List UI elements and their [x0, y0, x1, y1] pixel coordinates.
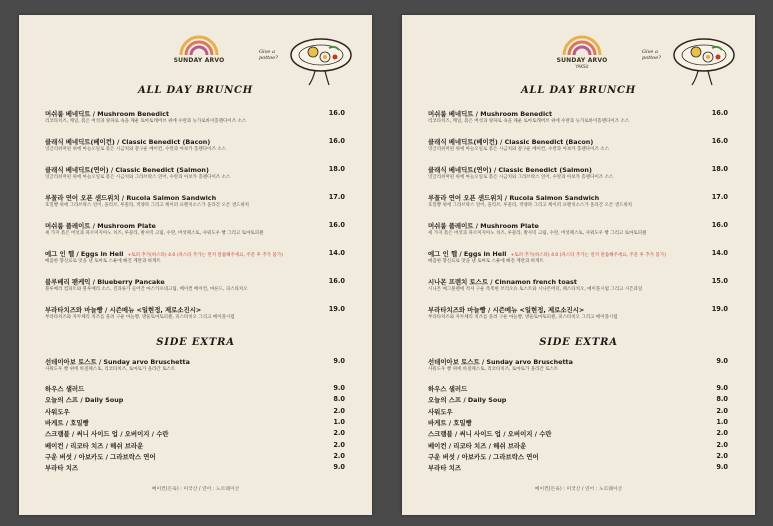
menu-item-description: 세 가지 볶은 버섯과 파르미지아노 치즈, 루꼴라, 발사믹 크림, 수란, 버섯페스토, 사워도우 빵 그리고 토마토피클 — [428, 231, 647, 236]
extra-item-name: 베이컨 / 리코타 치즈 / 헤쉬 브라운 — [45, 441, 144, 450]
extra-item-price: 1.0 — [716, 417, 728, 426]
extra-item — [428, 407, 728, 416]
menu-item-name-text: 머쉬룸 베네딕트 / Mushroom Benedict — [45, 110, 169, 118]
menu-item-description: 리코타치즈, 케일, 볶은 버섯과 양파로 속을 채운 토마토캐버브 위에 수란과 뉴가로바이홀랜다이즈 소스 — [45, 119, 247, 124]
menu-item-price: 14.0 — [328, 249, 345, 257]
brand-logo — [552, 31, 612, 77]
extra-item-name: 사워도우 — [45, 407, 70, 416]
extra-item-price: 1.0 — [333, 417, 345, 426]
extra-item-name: 사워도우 — [428, 407, 453, 416]
menu-page-left — [19, 15, 372, 515]
menu-item-name-text: 클래식 베네딕트(연어) / Classic Benedict (Salmon) — [428, 166, 592, 174]
brand-subtitle: YAKSU — [575, 64, 589, 69]
menu-item — [428, 193, 728, 211]
extra-item-price: 2.0 — [333, 440, 345, 449]
menu-item — [428, 137, 728, 155]
extra-item-name: 오늘의 스프 / Daily Soup — [45, 396, 124, 405]
menu-item-name-text: 블루베리 팬케익 / Blueberry Pancake — [45, 278, 165, 286]
brand-logo — [169, 31, 229, 77]
section-title-extra: SIDE EXTRA — [156, 337, 235, 348]
menu-item-name-text: 루꼴라 연어 오픈 샌드위치 / Rucola Salmon Sandwich — [45, 194, 217, 202]
brand-name: SUNDAY ARVO — [173, 57, 225, 64]
extra-item — [45, 407, 345, 416]
menu-item-price: 16.0 — [328, 277, 345, 285]
menu-item — [428, 277, 728, 295]
menu-item-name — [45, 193, 216, 202]
menu-item-description: 호밀빵 위에 그라브락스 연어, 올리브, 루꼴라, 적양파 그리고 케이퍼 프렌치소스가 올라간 오픈 샌드위치 — [428, 203, 633, 208]
menu-item-price: 15.0 — [711, 277, 728, 285]
plate-illustration-icon — [668, 35, 738, 87]
menu-item-name-text: 클래식 베네딕트(연어) / Classic Benedict (Salmon) — [45, 166, 209, 174]
extra-item-price: 2.0 — [716, 429, 728, 438]
extra-item-price: 9.0 — [716, 357, 728, 365]
menu-item-price: 18.0 — [328, 165, 345, 173]
menu-item-price: 16.0 — [711, 221, 728, 229]
extra-item — [45, 395, 345, 404]
origin-footer: 베이컨(돈육) : 미국산 / 연어 : 노르웨이산 — [534, 487, 623, 492]
extra-item — [428, 463, 728, 472]
extra-item-price: 2.0 — [333, 429, 345, 438]
extra-item — [45, 463, 345, 472]
extra-item-name: 부라타 치즈 — [45, 464, 79, 473]
menu-item-price: 17.0 — [328, 193, 345, 201]
menu-item-price: 16.0 — [711, 109, 728, 117]
menu-item-description: 리코타치즈, 케일, 볶은 버섯과 양파로 속을 채운 토마토캐버브 위에 수란과 뉴가로바이홀랜다이즈 소스 — [428, 119, 630, 124]
menu-item — [428, 109, 728, 127]
extra-item-name: 스크램블 / 써니 사이드 업 / 오버이지 / 수란 — [45, 430, 169, 439]
extra-item — [428, 429, 728, 438]
extra-item-price: 8.0 — [716, 395, 728, 404]
menu-item-name-text: 머쉬룸 베네딕트 / Mushroom Benedict — [428, 110, 552, 118]
menu-item-description: 잉글리쉬머핀 위에 마늘오일로 볶은 시금치와 그라브락스 연어, 수란과 아보카 홀랜다이즈 소스 — [45, 175, 231, 180]
extra-item — [45, 429, 345, 438]
menu-item-description: 호밀빵 위에 그라브락스 연어, 올리브, 루꼴라, 적양파 그리고 케이퍼 프렌치소스가 올라간 오픈 샌드위치 — [45, 203, 250, 208]
menu-item-name-text: 클래식 베네딕트(베이컨) / Classic Benedict (Bacon) — [428, 138, 594, 146]
menu-item — [428, 249, 728, 267]
handwritten-signature: Give a pottoe? — [642, 49, 661, 61]
menu-item-description: 블루베리 컴피트와 블루베리 소스, 견과류가 들어간 마스카포네크림, 베이컨 베이컨, 마른드, 피스타치오 — [45, 287, 248, 292]
extra-item — [428, 418, 728, 427]
menu-item-name-text: 클래식 베네딕트(베이컨) / Classic Benedict (Bacon) — [45, 138, 211, 146]
menu-item-name — [45, 137, 210, 146]
menu-item-name — [45, 109, 169, 118]
extra-item-description: 사워도우 빵 위에 바질페스토, 리코타치즈, 토마토가 올라간 토스트 — [428, 367, 559, 372]
menu-item-name — [428, 137, 593, 146]
menu-item — [45, 193, 345, 211]
menu-item-name — [45, 249, 283, 258]
menu-item-name — [428, 249, 666, 258]
menu-item-name-text: 부라타치즈와 마늘빵 / 시즌메뉴 <일현정, 제로소진시> — [45, 306, 202, 314]
menu-item-description: 잉글리쉬머핀 위에 마늘오일로 볶은 시금치와 갈구운 베이컨, 수란과 아보카 홀랜다이즈 소스 — [428, 147, 609, 152]
extra-item-price: 9.0 — [333, 357, 345, 365]
extra-item-price: 2.0 — [716, 451, 728, 460]
menu-item-description: 매콤한 향신료로 맛을 낸 토마토 스튜에 빠진 계란과 바게트 — [428, 259, 544, 264]
section-title-extra: SIDE EXTRA — [539, 337, 618, 348]
extra-item-price: 9.0 — [333, 384, 345, 392]
menu-item — [45, 109, 345, 127]
menu-item-price: 16.0 — [328, 109, 345, 117]
menu-item-name-text: 에그 인 헬 / Eggs in Hell — [428, 250, 507, 258]
extra-item-name: 바게트 / 호밀빵 — [45, 418, 89, 427]
menu-page-right — [402, 15, 755, 515]
extra-item-price: 2.0 — [716, 406, 728, 415]
menu-item-name — [45, 165, 209, 174]
extra-item-price: 9.0 — [716, 384, 728, 392]
brand-name: SUNDAY ARVO — [556, 57, 608, 64]
menu-item — [45, 221, 345, 239]
menu-item-description: 시나몬 메그블렌에 적셔 구운 촉촉한 브리오슈 토스트와 시나몬버터, 페스타치오, 메이플시럽 그리고 시즌과일 — [428, 287, 643, 292]
origin-footer: 베이컨(돈육) : 미국산 / 연어 : 노르웨이산 — [151, 487, 240, 492]
extra-item — [45, 357, 345, 375]
menu-item — [45, 137, 345, 155]
extra-item-name: 구운 버섯 / 아보카도 / 그라브락스 연어 — [428, 452, 539, 461]
menu-item-price: 18.0 — [711, 165, 728, 173]
extra-item — [428, 357, 728, 375]
extra-item-name: 부라타 치즈 — [428, 464, 462, 473]
extra-item — [45, 441, 345, 450]
menu-item — [428, 165, 728, 183]
menu-item-description: 잉글리쉬머핀 위에 마늘오일로 볶은 시금치와 갈구운 베이컨, 수란과 아보카 홀랜다이즈 소스 — [45, 147, 226, 152]
extra-item-name: 베이컨 / 리코타 치즈 / 헤쉬 브라운 — [428, 441, 527, 450]
menu-item-price: 19.0 — [711, 305, 728, 313]
extra-item-name: 스크램블 / 써니 사이드 업 / 오버이지 / 수란 — [428, 430, 552, 439]
extra-item-name: 구운 버섯 / 아보카도 / 그라브락스 연어 — [45, 452, 156, 461]
section-title-brunch: ALL DAY BRUNCH — [137, 85, 254, 96]
menu-item-description: 부라타치즈와 자두체리 치즈를 올려 구운 마늘빵, 방울토마토피클, 피스타치오 그리고 메이플시럽 — [428, 315, 618, 320]
extra-item-price: 8.0 — [333, 395, 345, 404]
menu-item-description: 세 가지 볶은 버섯과 파르미지아노 치즈, 루꼴라, 발사믹 크림, 수란, 버섯페스토, 사워도우 빵 그리고 토마토피클 — [45, 231, 264, 236]
menu-item — [428, 305, 728, 323]
extra-item-name: 선데이아보 토스트 / Sunday arvo Bruschetta — [45, 358, 190, 366]
extra-item-name: 바게트 / 호밀빵 — [428, 418, 472, 427]
menu-item-description: 잉글리쉬머핀 위에 마늘오일로 볶은 시금치와 그라브락스 연어, 수란과 아보카 홀랜다이즈 소스 — [428, 175, 614, 180]
menu-item-price: 14.0 — [711, 249, 728, 257]
menu-item-name — [45, 221, 156, 230]
menu-item-price: 16.0 — [711, 137, 728, 145]
menu-item-note: +토퍼 추가(하스타) 4.0 (파스타 추가는 먼저 말씀해주세요, 주문 후 추가 불가) — [127, 253, 283, 258]
extra-item — [428, 441, 728, 450]
menu-item-name — [428, 221, 539, 230]
extra-item-price: 2.0 — [333, 406, 345, 415]
menu-item-price: 19.0 — [328, 305, 345, 313]
section-title-brunch: ALL DAY BRUNCH — [520, 85, 637, 96]
handwritten-signature: Give a pottoe? — [259, 49, 278, 61]
menu-item — [45, 277, 345, 295]
menu-item-name-text: 부라타치즈와 마늘빵 / 시즌메뉴 <일현정, 제로소진시> — [428, 306, 585, 314]
menu-item-name — [428, 305, 584, 314]
menu-item — [45, 305, 345, 323]
extra-item — [428, 384, 728, 393]
menu-item — [45, 249, 345, 267]
menu-item-name — [428, 193, 599, 202]
extra-item-name: 하우스 샐러드 — [428, 385, 468, 393]
menu-item-price: 16.0 — [328, 137, 345, 145]
menu-item-price: 16.0 — [328, 221, 345, 229]
menu-item-description: 부라타치즈와 자두체리 치즈를 올려 구운 마늘빵, 방울토마토피클, 피스타치오 그리고 메이플시럽 — [45, 315, 235, 320]
extra-item-description: 사워도우 빵 위에 바질페스토, 리코타치즈, 토마토가 올라간 토스트 — [45, 367, 176, 372]
extra-item-price: 9.0 — [333, 463, 345, 472]
extra-item — [45, 384, 345, 393]
menu-item-name-text: 에그 인 헬 / Eggs in Hell — [45, 250, 124, 258]
plate-illustration-icon — [285, 35, 355, 87]
menu-item-name-text: 머쉬룸 플레이트 / Mushroom Plate — [45, 222, 156, 230]
extra-item-price: 9.0 — [716, 463, 728, 472]
extra-item — [45, 452, 345, 461]
menu-item-note: +토퍼 추가(하스타) 4.0 (파스타 추가는 먼저 말씀해주세요, 주문 후 추가 불가) — [510, 253, 666, 258]
menu-item-name-text: 루꼴라 연어 오픈 샌드위치 / Rucola Salmon Sandwich — [428, 194, 600, 202]
extra-item — [428, 395, 728, 404]
extra-item-name: 선데이아보 토스트 / Sunday arvo Bruschetta — [428, 358, 573, 366]
menu-item-description: 매콤한 향신료로 맛을 낸 토마토 스튜에 빠진 계란과 바게트 — [45, 259, 161, 264]
extra-item-price: 2.0 — [716, 440, 728, 449]
menu-item — [45, 165, 345, 183]
menu-item-name-text: 머쉬룸 플레이트 / Mushroom Plate — [428, 222, 539, 230]
menu-item-name — [428, 165, 592, 174]
menu-item-name — [428, 109, 552, 118]
menu-item-name — [45, 277, 165, 286]
menu-item-name-text: 시나몬 프렌치 토스트 / Cinnamon french toast — [428, 278, 577, 286]
menu-item — [428, 221, 728, 239]
menu-item-name — [428, 277, 577, 286]
extra-item-name: 하우스 샐러드 — [45, 385, 85, 393]
extra-item — [428, 452, 728, 461]
menu-item-name — [45, 305, 201, 314]
extra-item — [45, 418, 345, 427]
menu-item-price: 17.0 — [711, 193, 728, 201]
extra-item-name: 오늘의 스프 / Daily Soup — [428, 396, 507, 405]
extra-item-price: 2.0 — [333, 451, 345, 460]
